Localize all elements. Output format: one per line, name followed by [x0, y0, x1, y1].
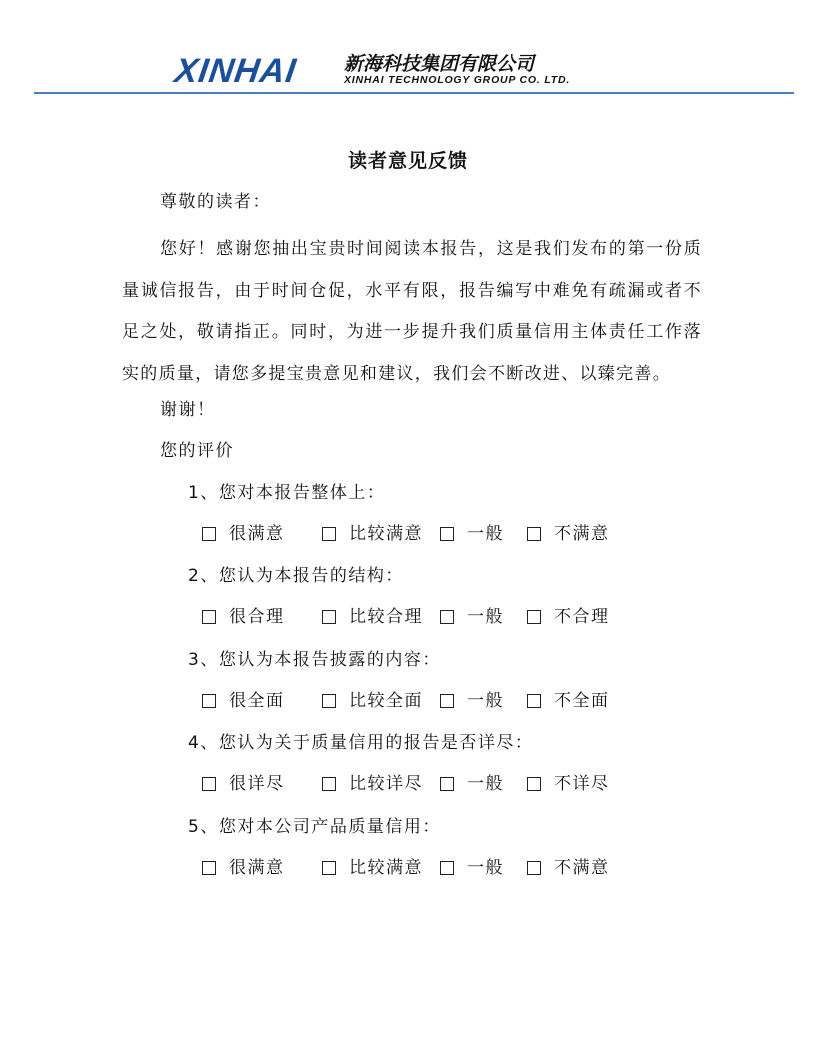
salutation: 尊敬的读者：	[160, 192, 271, 212]
checkbox[interactable]	[527, 527, 541, 541]
question-label: 1、您对本报告整体上：	[188, 483, 386, 503]
option-fairly-reasonable[interactable]: 比较合理	[322, 604, 423, 630]
intro-paragraph: 您好！感谢您抽出宝贵时间阅读本报告，这是我们发布的第一份质量诚信报告，由于时间仓促，水平有限，报告编写中难免有疏漏或者不足之处，敬请指正。同时，为进一步提升我们质量信用主体责任工作落实的质量，请您多提宝贵意见和建议，我们会不断改进、以臻完善。	[122, 239, 702, 384]
checkbox[interactable]	[322, 527, 336, 541]
option-average[interactable]: 一般	[440, 521, 504, 547]
checkbox[interactable]	[322, 777, 336, 791]
checkbox[interactable]	[527, 777, 541, 791]
option-fairly-satisfied[interactable]: 比较满意	[322, 855, 423, 881]
checkbox[interactable]	[440, 610, 454, 624]
option-fairly-satisfied[interactable]: 比较满意	[322, 521, 423, 547]
checkbox[interactable]	[202, 610, 216, 624]
option-unreasonable[interactable]: 不合理	[527, 604, 610, 630]
checkbox[interactable]	[440, 861, 454, 875]
option-very-comprehensive[interactable]: 很全面	[202, 688, 285, 714]
checkbox[interactable]	[322, 694, 336, 708]
company-name-cn: 新海科技集团有限公司	[344, 53, 535, 75]
option-average[interactable]: 一般	[440, 604, 504, 630]
option-very-reasonable[interactable]: 很合理	[202, 604, 285, 630]
option-average[interactable]: 一般	[440, 688, 504, 714]
question-label: 4、您认为关于质量信用的报告是否详尽：	[188, 733, 534, 753]
option-not-comprehensive[interactable]: 不全面	[527, 688, 610, 714]
thanks-text: 谢谢！	[160, 400, 216, 420]
checkbox[interactable]	[322, 610, 336, 624]
option-not-detailed[interactable]: 不详尽	[527, 771, 610, 797]
company-name-en: XINHAI TECHNOLOGY GROUP CO. LTD.	[344, 74, 571, 86]
checkbox[interactable]	[202, 777, 216, 791]
page-header	[34, 50, 794, 94]
question-label: 2、您认为本报告的结构：	[188, 566, 404, 586]
checkbox[interactable]	[440, 694, 454, 708]
option-unsatisfied[interactable]: 不满意	[527, 855, 610, 881]
company-logo: XINHAI	[172, 52, 299, 90]
question-label: 5、您对本公司产品质量信用：	[188, 817, 441, 837]
checkbox[interactable]	[322, 861, 336, 875]
page-title: 读者意见反馈	[347, 150, 468, 172]
option-fairly-detailed[interactable]: 比较详尽	[322, 771, 423, 797]
checkbox[interactable]	[527, 610, 541, 624]
checkbox[interactable]	[202, 861, 216, 875]
evaluation-heading: 您的评价	[160, 441, 234, 461]
option-very-detailed[interactable]: 很详尽	[202, 771, 285, 797]
checkbox[interactable]	[202, 527, 216, 541]
option-unsatisfied[interactable]: 不满意	[527, 521, 610, 547]
checkbox[interactable]	[440, 777, 454, 791]
option-very-satisfied[interactable]: 很满意	[202, 855, 285, 881]
question-label: 3、您认为本报告披露的内容：	[188, 650, 441, 670]
checkbox[interactable]	[527, 694, 541, 708]
option-fairly-comprehensive[interactable]: 比较全面	[322, 688, 423, 714]
option-very-satisfied[interactable]: 很满意	[202, 521, 285, 547]
option-average[interactable]: 一般	[440, 855, 504, 881]
checkbox[interactable]	[202, 694, 216, 708]
option-average[interactable]: 一般	[440, 771, 504, 797]
checkbox[interactable]	[527, 861, 541, 875]
checkbox[interactable]	[440, 527, 454, 541]
